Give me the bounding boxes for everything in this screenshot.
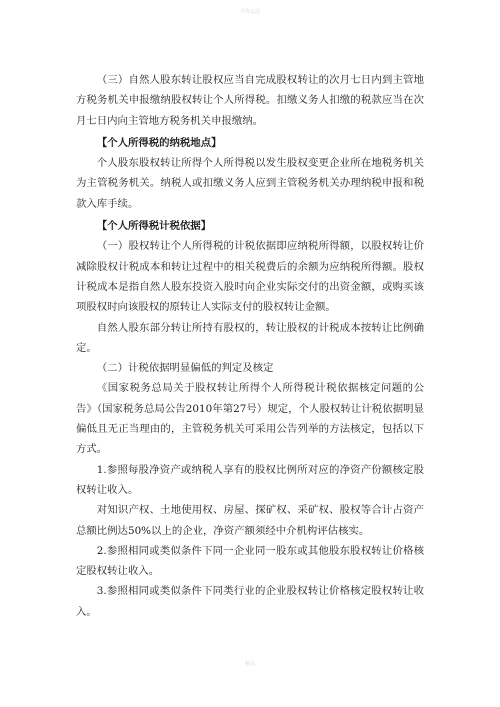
paragraph-tax-basis: （一）股权转让个人所得税的计税依据即应纳税所得额，以股权转让价减除股权计税成本和转让过程中的相关税费后的余额为应纳税所得额。股权计税成本是指自然人股东投资入股时向企业实际交付的出资金额，或购买该项股权时向该股权的原转让人实际支付的股权转让金额。 xyxy=(76,240,424,314)
page-header-mark: 学海无涯 xyxy=(239,9,260,15)
page-footer-mark: 精品 xyxy=(244,661,255,667)
heading-tax-location: 【个人所得税的纳税地点】 xyxy=(96,136,222,149)
paragraph-low-basis-title: （二）计税依据明显偏低的判定及核定 xyxy=(96,362,274,375)
paragraph-method-1: 1.参照每股净资产或纳税人享有的股权比例所对应的净资产份额核定股权转让收入。 xyxy=(76,463,424,496)
paragraph-method-2: 2.参照相同或类似条件下同一企业同一股东或其他股东股权转让价格核定股权转让收入。 xyxy=(76,544,424,578)
heading-tax-basis: 【个人所得税计税依据】 xyxy=(96,220,212,233)
paragraph-announcement: 《国家税务总局关于股权转让所得个人所得税计税依据核定问题的公告》（国家税务总局公告2010年第27号）规定，个人股权转让计税依据明显偏低且无正当理由的，主管税务机关可采用公告列举的方法核定，包括以下方式。 xyxy=(76,382,424,456)
document-body xyxy=(76,70,424,622)
paragraph-partial-transfer: 自然人股东部分转让所持有股权的，转让股权的计税成本按转让比例确定。 xyxy=(76,321,424,354)
paragraph-method-1-note: 对知识产权、土地使用权、房屋、探矿权、采矿权、股权等合计占资产总额比例达50%以上的企业，净资产额须经中介机构评估核实。 xyxy=(76,504,424,537)
paragraph-collection-deadline: （三）自然人股东转让股权应当自完成股权转让的次月七日内到主管地方税务机关申报缴纳股权转让个人所得税。扣缴义务人扣缴的税款应当在次月七日内向主管地方税务机关申报缴纳。 xyxy=(76,74,424,127)
paragraph-tax-location: 个人股东股权转让所得个人所得税以发生股权变更企业所在地税务机关为主管税务机关。纳税人或扣缴义务人应到主管税务机关办理纳税申报和税款入库手续。 xyxy=(76,157,424,210)
paragraph-method-3: 3.参照相同或类似条件下同类行业的企业股权转让价格核定股权转让收入。 xyxy=(76,585,424,618)
